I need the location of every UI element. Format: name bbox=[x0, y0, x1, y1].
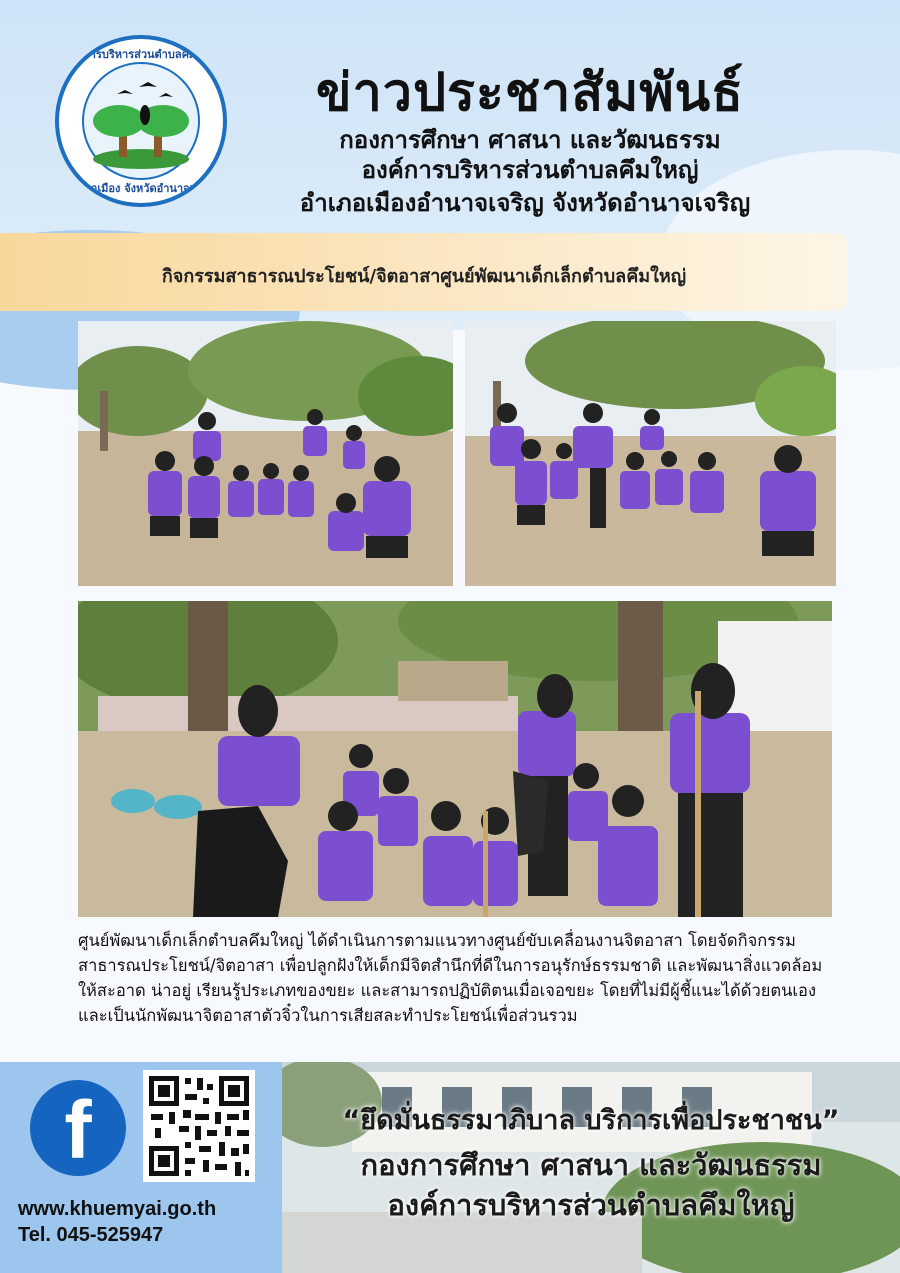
footer-contact-panel bbox=[0, 1062, 282, 1273]
activity-photo-3 bbox=[78, 601, 832, 917]
activity-photo-1 bbox=[78, 321, 453, 586]
website-link[interactable]: www.khuemyai.go.th bbox=[18, 1198, 217, 1220]
qr-code bbox=[143, 1070, 255, 1182]
footer-organization: องค์การบริหารส่วนตำบลคึมใหญ่ bbox=[387, 1188, 795, 1222]
activity-photo-2 bbox=[465, 321, 836, 586]
qr-code-icon bbox=[143, 1070, 255, 1182]
division-name: กองการศึกษา ศาสนา และวัฒนธรรม bbox=[339, 126, 721, 154]
children-outdoor-photo bbox=[78, 321, 453, 586]
page-title: ข่าวประชาสัมพันธ์ bbox=[316, 63, 744, 123]
logo-text-bottom: อำเภอเมือง จังหวัดอำนาจเจริญ bbox=[66, 182, 216, 195]
facebook-letter: f bbox=[64, 1085, 92, 1176]
phone-number: Tel. 045-525947 bbox=[18, 1224, 164, 1246]
organization-logo bbox=[55, 35, 227, 207]
children-cleaning-photo bbox=[78, 601, 832, 917]
footer bbox=[0, 1062, 900, 1273]
article-body: ศูนย์พัฒนาเด็กเล็กตำบลคึมใหญ่ ได้ดำเนินการตามแนวทางศูนย์ขับเคลื่อนงานจิตอาสา โดยจัดกิจกรรมสาธารณประโยชน์/จิตอาสา เพื่อปลูกฝังให้เด็กมีจิตสำนึกที่ดีในการอนุรักษ์ธรรมชาติ และพัฒนาสิ่งแวดล้อมให้สะอาด น่าอยู่ เรียนรู้ประเภทของขยะ และสามารถปฏิบัติตนเมื่อเจอขยะ โดยที่ไม่มีผู้ชี้แนะได้ด้วยตนเอง และเป็นนักพัฒนาจิตอาสาตัวจิ๋วในการเสียสละทำประโยชน์เพื่อส่วนรวม bbox=[78, 931, 823, 1025]
slogan: “ยึดมั่นธรรมาภิบาล บริการเพื่อประชาชน” bbox=[342, 1105, 840, 1136]
activity-title: กิจกรรมสาธารณประโยชน์/จิตอาสาศูนย์พัฒนาเด็กเล็กตำบลคึมใหญ่ bbox=[161, 266, 687, 287]
footer-slogan-panel bbox=[282, 1062, 900, 1273]
facebook-icon[interactable] bbox=[30, 1080, 126, 1176]
activity-title-bar bbox=[0, 233, 848, 311]
organization-name: องค์การบริหารส่วนตำบลคึมใหญ่ bbox=[361, 156, 699, 184]
footer-division: กองการศึกษา ศาสนา และวัฒนธรรม bbox=[360, 1148, 822, 1182]
logo-text-top: องค์การบริหารส่วนตำบลคึมใหญ่ bbox=[63, 48, 219, 61]
location-name: อำเภอเมืองอำนาจเจริญ จังหวัดอำนาจเจริญ bbox=[299, 189, 751, 217]
children-outdoor-photo bbox=[465, 321, 836, 586]
